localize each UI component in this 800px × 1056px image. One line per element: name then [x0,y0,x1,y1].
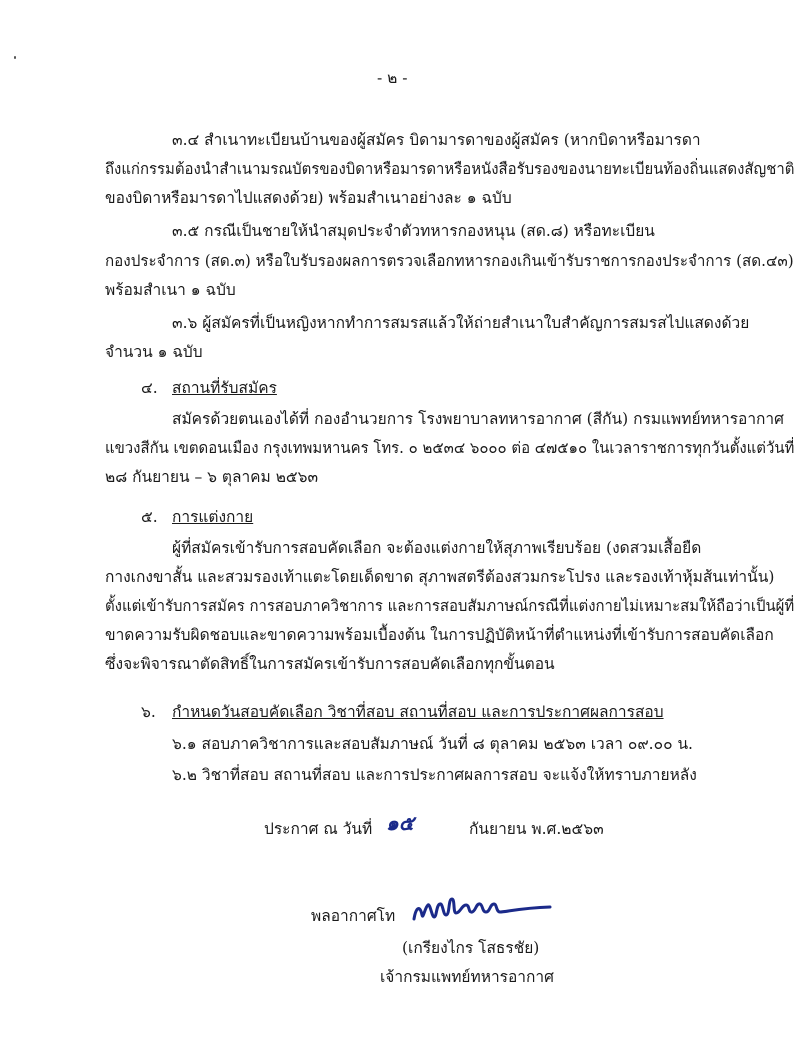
section-6-item-1: ๖.๑ สอบภาควิชาการและสอบสัมภาษณ์ วันที่ ๘ ตุลาคม ๒๕๖๓ เวลา ๐๙.๐๐ น. [172,735,693,753]
section-4-line-1: สมัครด้วยตนเองได้ที่ กองอำนวยการ โรงพยาบาลทหารอากาศ (สีกัน) กรมแพทย์ทหารอากาศ [172,410,784,428]
section-5-line-1: ผู้ที่สมัครเข้ารับการสอบคัดเลือก จะต้องแต่งกายให้สุภาพเรียบร้อย (งดสวมเสื้อยืด [172,539,702,557]
item-3-4-line-1: ๓.๔ สำเนาทะเบียนบ้านของผู้สมัคร บิดามารดาของผู้สมัคร (หากบิดาหรือมารดา [172,131,701,149]
item-3-6-line-1: ๓.๖ ผู้สมัครที่เป็นหญิงหากทำการสมรสแล้วให้ถ่ายสำเนาใบสำคัญการสมรสไปแสดงด้วย [172,314,750,332]
signatory-rank: พลอากาศโท [311,907,396,925]
section-5-line-5: ซึ่งจะพิจารณาตัดสิทธิ์ในการสมัครเข้ารับการสอบคัดเลือกทุกขั้นตอน [105,655,555,673]
item-3-4-line-3: ของบิดาหรือมารดาไปแสดงด้วย) พร้อมสำเนาอย่างละ ๑ ฉบับ [105,189,512,207]
section-6-heading: กำหนดวันสอบคัดเลือก วิชาที่สอบ สถานที่สอบ และการประกาศผลการสอบ [172,703,664,721]
section-4-line-2: แขวงสีกัน เขตดอนเมือง กรุงเทพมหานคร โทร. ๐ ๒๕๓๔ ๖๐๐๐ ต่อ ๔๗๕๑๐ ในเวลาราชการทุกวันตั้งแต่วันที่ [105,439,795,457]
section-6-item-2: ๖.๒ วิชาที่สอบ สถานที่สอบ และการประกาศผลการสอบ จะแจ้งให้ทราบภายหลัง [172,766,697,784]
section-5-number: ๕. [141,508,158,526]
section-5-line-2: กางเกงขาสั้น และสวมรองเท้าแตะโดยเด็ดขาด สุภาพสตรีต้องสวมกระโปรง และรองเท้าหุ้มส้นเท่านั้น) [105,568,775,586]
page-number: - ๒ - [377,69,408,87]
section-4-heading: สถานที่รับสมัคร [172,379,277,397]
item-3-6-line-2: จำนวน ๑ ฉบับ [105,343,203,361]
section-6-number: ๖. [141,703,156,721]
section-5-line-3: ตั้งแต่เข้ารับการสมัคร การสอบภาควิชาการ และการสอบสัมภาษณ์กรณีที่แต่งกายไม่เหมาะสมให้ถือว่าเป็นผู้ที่ [105,597,795,615]
announcement-day: ๑๕ [386,811,414,835]
announcement-prefix: ประกาศ ณ วันที่ [264,820,373,838]
section-5-line-4: ขาดความรับผิดชอบและขาดความพร้อมเบื้องต้น ในการปฏิบัติหน้าที่ตำแหน่งที่เข้ารับการสอบคัดเลือก [105,626,774,644]
section-4-line-3: ๒๘ กันยายน – ๖ ตุลาคม ๒๕๖๓ [105,468,319,486]
item-3-5-line-1: ๓.๕ กรณีเป็นชายให้นำสมุดประจำตัวทหารกองหนุน (สด.๘) หรือทะเบียน [172,222,655,240]
section-5-heading: การแต่งกาย [172,508,254,526]
signatory-name: (เกรียงไกร โสธรชัย) [402,939,540,957]
announcement-suffix: กันยายน พ.ศ.๒๕๖๓ [469,820,604,838]
section-4-number: ๔. [141,379,158,397]
item-3-5-line-2: กองประจำการ (สด.๓) หรือใบรับรองผลการตรวจเลือกทหารกองเกินเข้ารับราชการกองประจำการ (สด.๔๓) [105,252,794,270]
signatory-position: เจ้ากรมแพทย์ทหารอากาศ [380,968,554,986]
item-3-5-line-3: พร้อมสำเนา ๑ ฉบับ [105,281,236,299]
item-3-4-line-2: ถึงแก่กรรมต้องนำสำเนามรณบัตรของบิดาหรือมารดาหรือหนังสือรับรองของนายทะเบียนท้องถิ่นแสดงสัญชาติ [105,160,795,178]
handwritten-signature [410,893,555,929]
scan-speck [14,56,16,59]
